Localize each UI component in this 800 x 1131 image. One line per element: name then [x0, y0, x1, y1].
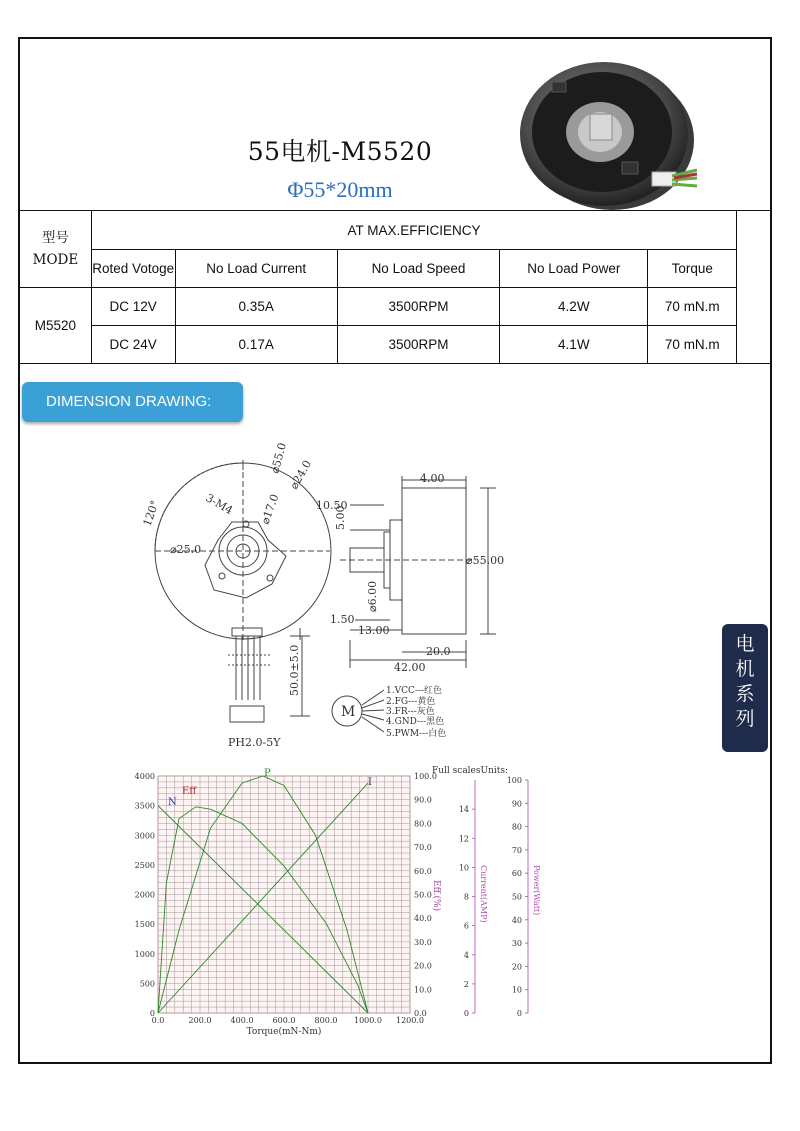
x-tick-label: 0.0 [151, 1016, 165, 1025]
current-scale-label: Current(AMP) [479, 865, 488, 923]
dim-m4: 3-M4 [203, 491, 236, 518]
power-scale-tick-label: 100 [506, 776, 522, 785]
col-voltage: Roted Votoge [91, 250, 175, 288]
col-power: No Load Power [500, 250, 648, 288]
dim-angle: 120° [140, 498, 162, 529]
current-scale-tick-label: 12 [458, 834, 469, 844]
row-voltage: DC 24V [91, 326, 175, 364]
x-axis-label: Torque(mN-Nm) [246, 1027, 322, 1037]
power-scale-tick-label: 90 [511, 799, 522, 809]
dim-6: ⌀6.00 [366, 580, 379, 612]
dim-55: ⌀55.00 [466, 554, 505, 567]
series-label-p: P [264, 768, 271, 779]
y-left-tick-label: 3500 [134, 801, 155, 811]
dimension-drawing-tab: DIMENSION DRAWING: [22, 382, 243, 422]
power-scale-tick-label: 60 [511, 869, 522, 879]
y-left-tick-label: 500 [139, 979, 155, 989]
dim-4: 4.00 [420, 472, 445, 485]
x-tick-label: 400.0 [230, 1016, 254, 1025]
y-right-tick-label: 50.0 [414, 890, 432, 900]
power-scale-tick-label: 40 [511, 915, 522, 925]
y-left-tick-label: 2000 [134, 890, 155, 900]
y-left-tick-label: 0 [149, 1009, 155, 1018]
power-scale-tick-label: 50 [511, 892, 522, 902]
row-voltage: DC 12V [91, 288, 175, 326]
connector-label: PH2.0-5Y [228, 736, 281, 749]
series-char: 列 [735, 709, 755, 730]
current-scale-tick-label: 8 [463, 892, 469, 902]
y-right-tick-label: 60.0 [414, 866, 432, 876]
row-torque: 70 mN.m [648, 288, 737, 326]
dim-lead: 50.0±5.0 [288, 644, 301, 696]
row-speed: 3500RPM [337, 326, 499, 364]
current-scale-tick-label: 4 [463, 950, 469, 960]
pin-label: 2.FG---黄色 [386, 697, 436, 707]
dim-42: 42.00 [394, 661, 426, 674]
x-tick-label: 1000.0 [354, 1016, 382, 1025]
power-scale-tick-label: 20 [511, 962, 522, 972]
y-left-tick-label: 1000 [134, 949, 155, 959]
row-current: 0.35A [175, 288, 337, 326]
series-char: 机 [735, 659, 755, 680]
series-label-eff: Eff [182, 786, 197, 797]
row-current: 0.17A [175, 326, 337, 364]
side-body [402, 488, 466, 634]
col-current: No Load Current [175, 250, 337, 288]
mode-label-cn: 型号 [41, 230, 69, 246]
dim-24: ⌀24.0 [287, 458, 315, 492]
dim-10-5: 10.50 [316, 499, 348, 512]
y-right-tick-label: 100.0 [414, 772, 437, 781]
power-scale-label: Power(Watt) [532, 865, 541, 916]
y-right-tick-label: 0.0 [414, 1009, 427, 1018]
power-scale-tick-label: 0 [516, 1009, 522, 1018]
y-right-tick-label: 70.0 [414, 843, 432, 853]
col-torque: Torque [648, 250, 737, 288]
y-left-tick-label: 2500 [134, 860, 155, 870]
current-scale-tick-label: 6 [463, 921, 469, 931]
pin-label: 4.GND---黑色 [386, 717, 445, 727]
y-right-tick-label: 80.0 [414, 819, 432, 829]
pin-label: 5.PWM---白色 [386, 729, 447, 739]
model-cell: M5520 [20, 288, 92, 364]
dim-1-5: 1.50 [330, 613, 355, 626]
row-power: 4.2W [500, 288, 648, 326]
x-tick-label: 800.0 [314, 1016, 338, 1025]
series-label-i: I [368, 777, 372, 788]
dim-25: ⌀25.0 [170, 543, 202, 556]
front-flange [205, 522, 286, 598]
y-right-tick-label: 90.0 [414, 795, 432, 805]
y-right-tick-label: 30.0 [414, 937, 432, 947]
dim-outer: ⌀55.0 [268, 441, 289, 475]
y-right-tick-label: 10.0 [414, 985, 432, 995]
y-left-tick-label: 1500 [134, 920, 155, 930]
x-tick-label: 1200.0 [396, 1016, 424, 1025]
row-power: 4.1W [500, 326, 648, 364]
group-header: AT MAX.EFFICIENCY [91, 211, 736, 250]
full-scales-title: Full scalesUnits: [432, 766, 509, 776]
y-right-axis-label: Eff.(%) [431, 880, 441, 912]
mode-label-en: MODE [32, 252, 79, 268]
chart-grid [158, 776, 410, 1013]
current-scale-tick-label: 0 [463, 1009, 469, 1018]
current-scale-tick-label: 2 [463, 979, 469, 989]
col-speed: No Load Speed [337, 250, 499, 288]
pin-label: 1.VCC---红色 [386, 686, 442, 696]
dim-20: 20.0 [426, 645, 451, 658]
x-tick-label: 200.0 [188, 1016, 212, 1025]
row-torque: 70 mN.m [648, 326, 737, 364]
y-right-tick-label: 20.0 [414, 961, 432, 971]
power-scale-tick-label: 30 [511, 939, 522, 949]
y-left-tick-label: 4000 [134, 772, 155, 781]
row-speed: 3500RPM [337, 288, 499, 326]
power-scale-tick-label: 10 [511, 985, 522, 995]
dim-13: 13.00 [358, 624, 390, 637]
page-subtitle: Φ55*20mm [287, 177, 393, 202]
performance-chart [120, 760, 560, 1040]
y-right-tick-label: 40.0 [414, 914, 432, 924]
pin-label: 3.FR---灰色 [386, 707, 435, 717]
series-label-n: N [168, 797, 177, 808]
current-scale-tick-label: 10 [458, 863, 469, 873]
motor-symbol: M [341, 704, 356, 720]
page-title: 55电机-M5520 [247, 137, 433, 166]
series-char: 系 [735, 684, 755, 705]
current-scale-tick-label: 14 [458, 805, 469, 815]
y-left-tick-label: 3000 [134, 831, 155, 841]
dim-5: 5.00 [334, 505, 347, 530]
power-scale-tick-label: 80 [511, 822, 522, 832]
power-scale-tick-label: 70 [511, 845, 522, 855]
x-tick-label: 600.0 [272, 1016, 296, 1025]
dim-17: ⌀17.0 [258, 492, 282, 527]
series-char: 电 [735, 634, 755, 655]
